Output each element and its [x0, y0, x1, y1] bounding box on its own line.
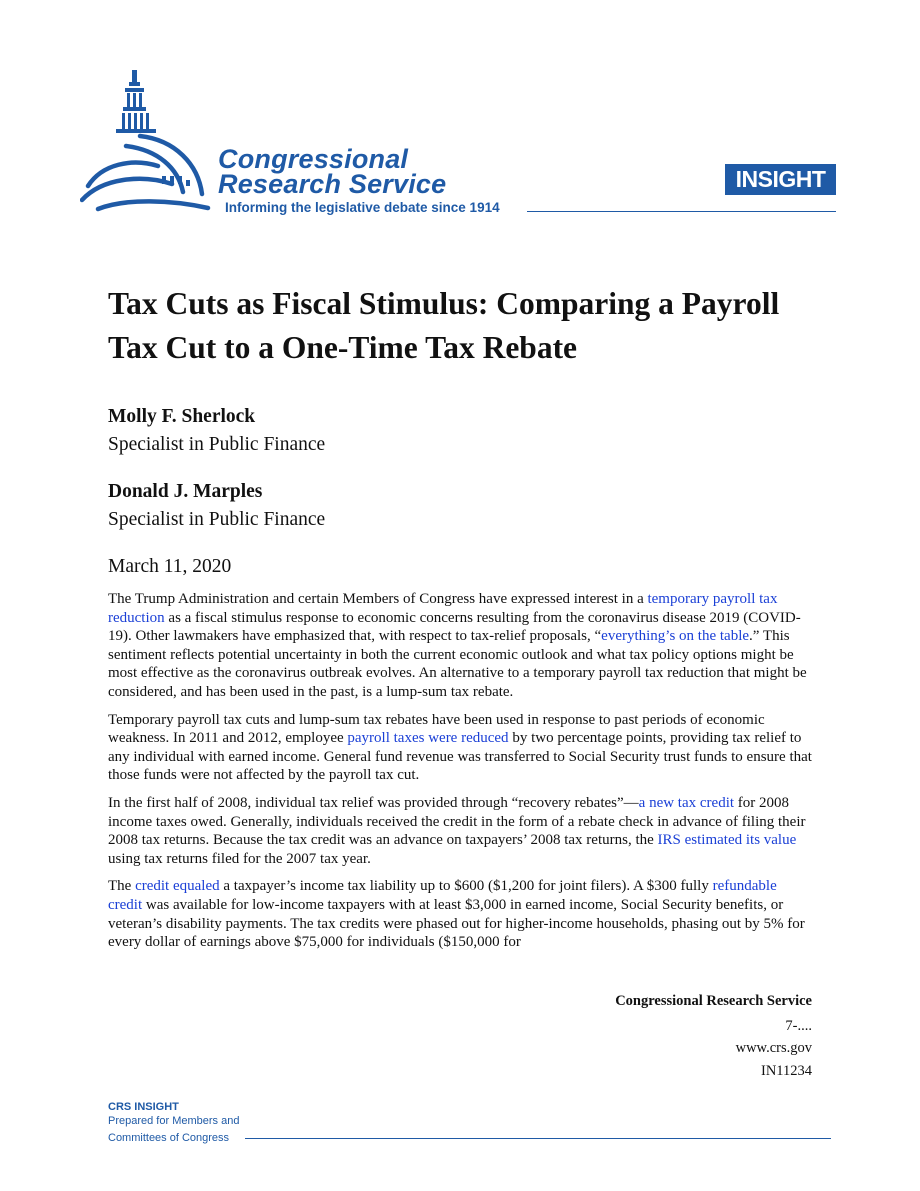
- author-role: Specialist in Public Finance: [108, 434, 326, 455]
- document-title: Tax Cuts as Fiscal Stimulus: Comparing a Payroll Tax Cut to a One-Time Tax Rebate: [108, 286, 780, 365]
- footer-report-id: IN11234: [760, 1063, 812, 1079]
- series-label: CRS INSIGHT: [108, 1101, 179, 1113]
- insight-badge: INSIGHT: [725, 164, 836, 195]
- footer-website-link[interactable]: www.crs.gov: [735, 1040, 812, 1056]
- document-date: March 11, 2020: [108, 556, 232, 577]
- body-text-run: In the first half of 2008, individual tax relief was provided through “recovery rebates”—: [108, 794, 639, 811]
- prepared-for-line-2: Committees of Congress: [108, 1132, 230, 1144]
- inline-link[interactable]: a new tax credit: [638, 794, 735, 811]
- body-text-run: The: [108, 878, 136, 895]
- footer-phone: 7-....: [785, 1018, 812, 1034]
- body-paragraph: [108, 794, 814, 868]
- document-body: [108, 590, 814, 961]
- body-text-run: for 2008 income taxes owed. Generally, individuals received the credit in the form of a rebate check in advance of filing their 2008 tax returns. Because the tax credit was an advance on taxpayers’ 2008 tax returns, the: [108, 794, 806, 849]
- inline-link[interactable]: payroll taxes were reduced: [347, 730, 509, 747]
- footer-org-name: Congressional Research Service: [615, 993, 812, 1009]
- header-divider: [527, 211, 836, 212]
- author-role: Specialist in Public Finance: [108, 509, 326, 530]
- inline-link[interactable]: refundable credit: [108, 878, 777, 913]
- body-paragraph: [108, 711, 814, 785]
- footer-divider: [245, 1138, 831, 1139]
- body-text-run: a taxpayer’s income tax liability up to $600 ($1,200 for joint filers). A $300 fully: [219, 878, 713, 895]
- body-text-run: .” This sentiment reflects potential uncertainty in both the current economic outlook and what tax policy options might be most effective as the coronavirus outbreak evolves. An alternative to a temporary payroll tax reduction that might be considered, and has been used in the past, is a lump-sum tax rebate.: [108, 628, 807, 700]
- capitol-dome-icon: [80, 66, 220, 216]
- body-text-run: using tax returns filed for the 2007 tax year.: [108, 850, 371, 867]
- body-paragraph: [108, 590, 814, 702]
- inline-link[interactable]: everything’s on the table: [601, 628, 750, 645]
- body-text-run: by two percentage points, providing tax relief to any individual with earned income. General fund revenue was transferred to Social Security trust funds to ensure that those funds were not affected by the payroll tax cut.: [108, 730, 812, 784]
- body-text-run: The Trump Administration and certain Members of Congress have expressed interest in a: [108, 591, 648, 607]
- org-name-line-2: Research Service: [218, 169, 447, 199]
- body-text-run: Temporary payroll tax cuts and lump-sum tax rebates have been used in response to past periods of economic weakness. In 2011 and 2012, employee: [108, 711, 765, 747]
- body-paragraph: [108, 877, 814, 951]
- author-name: Donald J. Marples: [108, 481, 263, 502]
- inline-link[interactable]: IRS estimated its value: [657, 832, 797, 849]
- org-name-line-1: Congressional: [218, 144, 409, 174]
- inline-link[interactable]: temporary payroll tax reduction: [108, 591, 778, 626]
- body-text-run: as a fiscal stimulus response to economic concerns resulting from the coronavirus disease 2019 (COVID-19). Other lawmakers have emphasized that, with respect to tax-relief proposals, “: [108, 609, 801, 645]
- prepared-for-line-1: Prepared for Members and: [108, 1115, 240, 1127]
- body-text-run: was available for low-income taxpayers with at least $3,000 in earned income, Social Security benefits, or veteran’s disability payments. The tax credits were phased out for higher-income households, phasing out by 5% for every dollar of earnings above $75,000 for individuals ($150,000 for: [108, 896, 805, 951]
- inline-link[interactable]: credit equaled: [135, 878, 220, 895]
- org-tagline: Informing the legislative debate since 1914: [225, 200, 500, 215]
- author-name: Molly F. Sherlock: [108, 406, 256, 427]
